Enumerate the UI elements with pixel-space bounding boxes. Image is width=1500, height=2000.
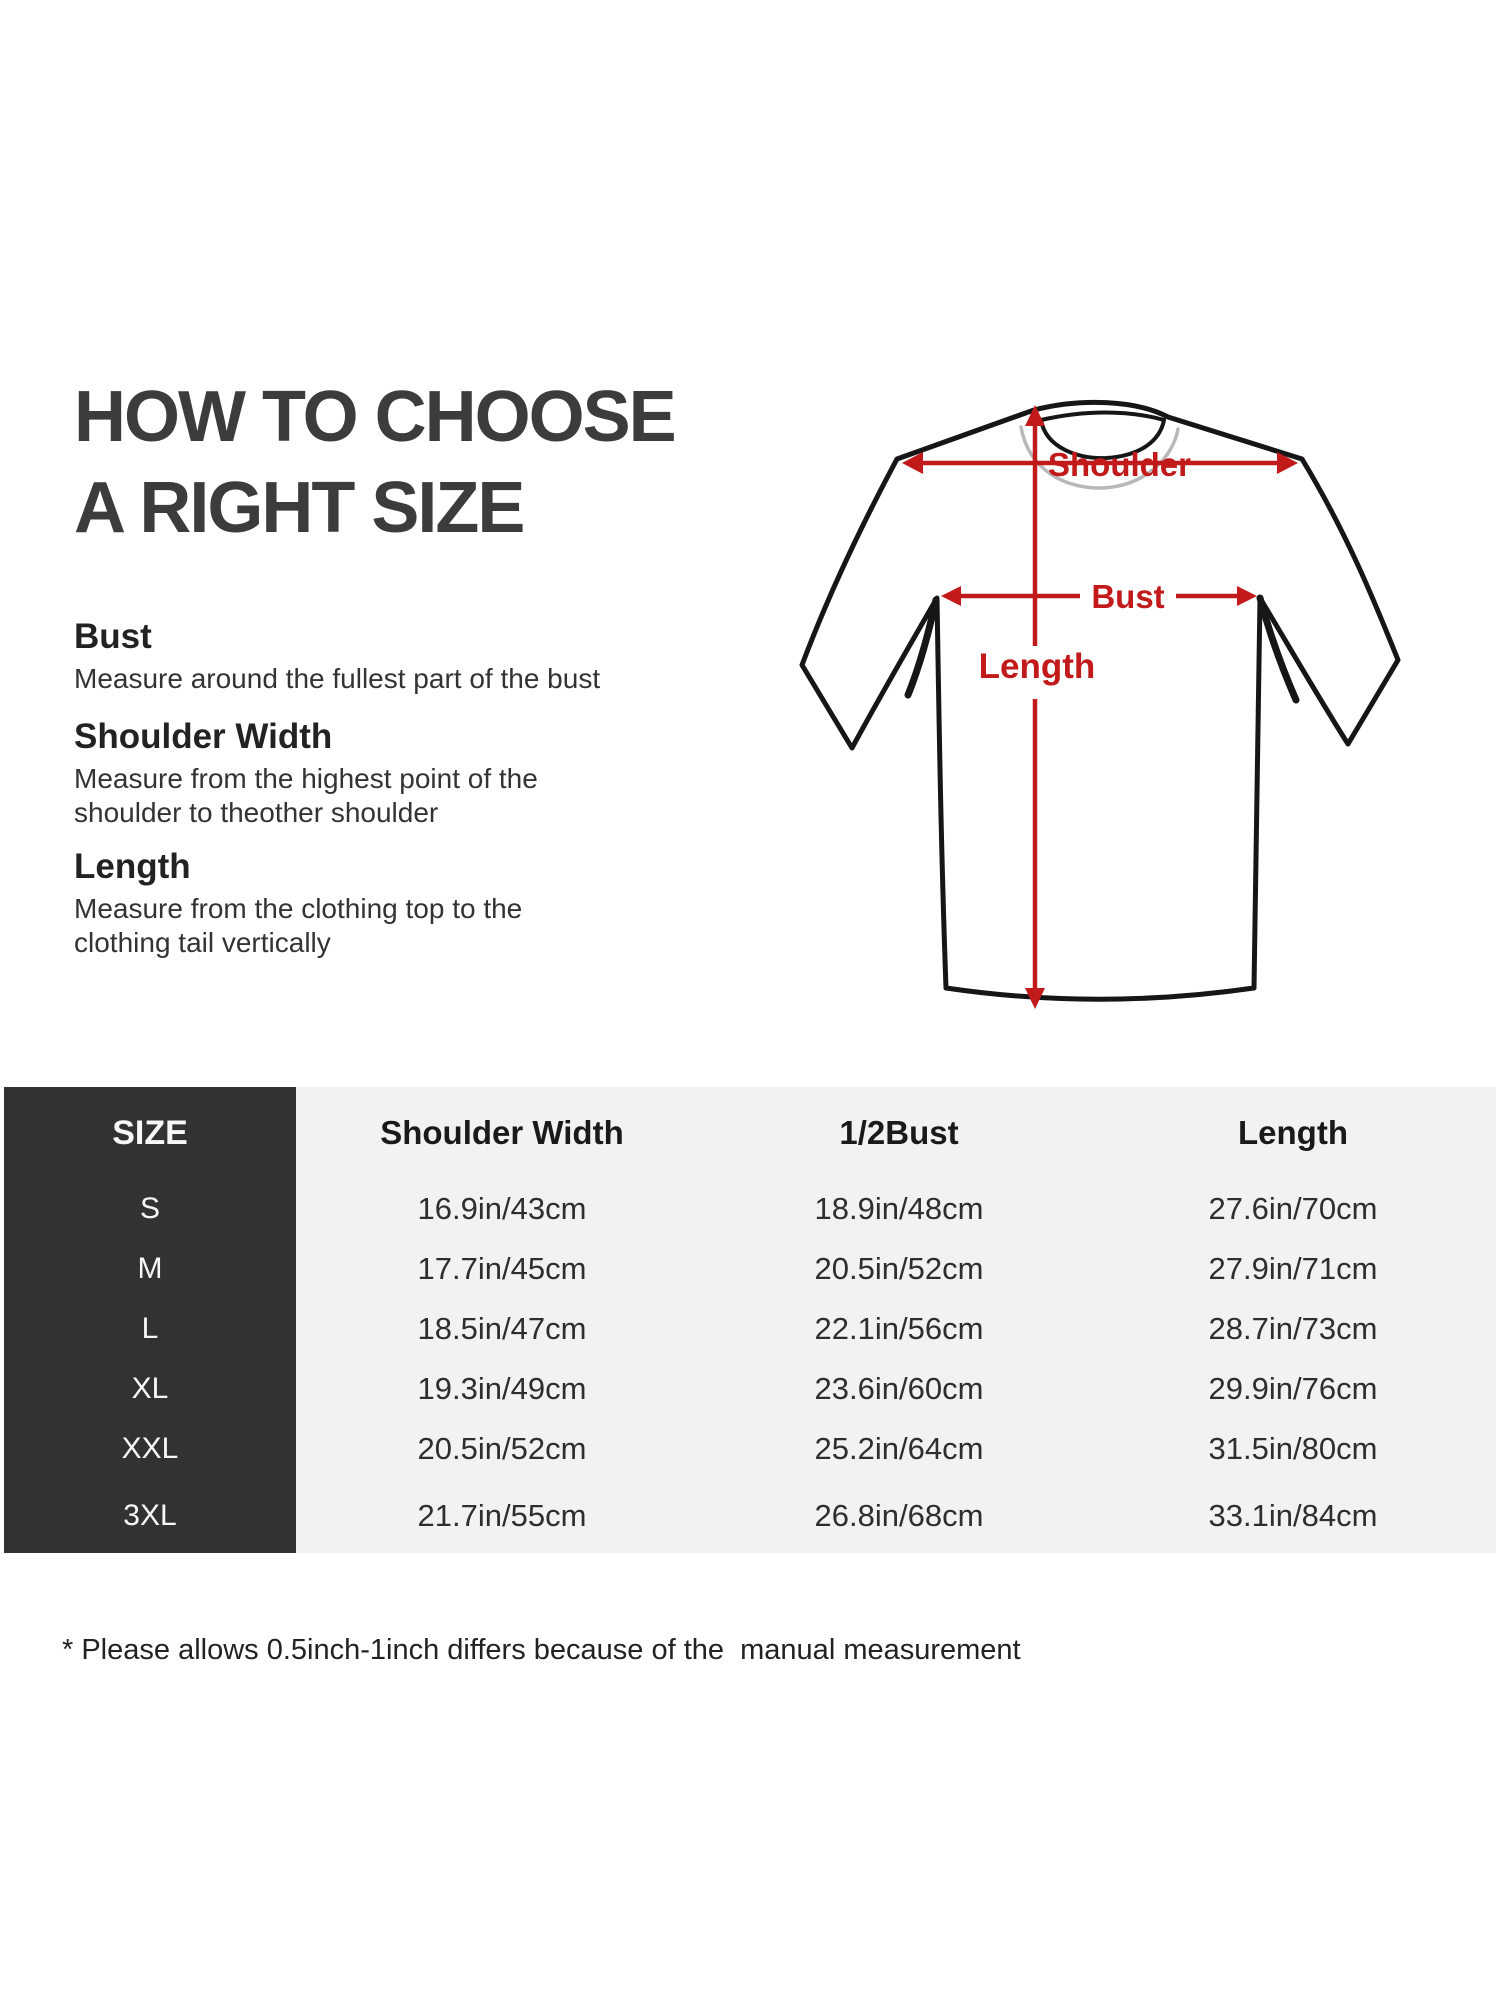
- row-xl-size: XL: [131, 1372, 169, 1405]
- instruction-bust-label: Bust: [74, 617, 152, 656]
- shoulder-arrow-label: Shoulder: [1048, 446, 1192, 483]
- column-header-size: SIZE: [112, 1113, 188, 1152]
- row-xl-half-bust: 23.6in/60cm: [814, 1371, 984, 1406]
- tshirt-diagram: [770, 380, 1430, 1030]
- row-3xl-size: 3XL: [123, 1499, 177, 1532]
- row-m-length: 27.9in/71cm: [1208, 1251, 1378, 1286]
- measurement-disclaimer: * Please allows 0.5inch-1inch differs because of the manual measurement: [62, 1634, 1021, 1666]
- row-s-half-bust: 18.9in/48cm: [814, 1191, 984, 1226]
- row-l-shoulder-width: 18.5in/47cm: [417, 1311, 587, 1346]
- row-xxl-half-bust: 25.2in/64cm: [814, 1431, 984, 1466]
- row-xl-shoulder-width: 19.3in/49cm: [417, 1371, 587, 1406]
- column-header-shoulder-width: Shoulder Width: [380, 1114, 624, 1151]
- row-m-half-bust: 20.5in/52cm: [814, 1251, 984, 1286]
- row-s-size: S: [139, 1192, 160, 1225]
- row-m-shoulder-width: 17.7in/45cm: [417, 1251, 587, 1286]
- page-title-line1: HOW TO CHOOSE: [74, 377, 675, 457]
- page-title: [74, 372, 675, 554]
- instruction-shoulder-text: Measure from the highest point of the shoulder to theother shoulder: [74, 763, 538, 828]
- row-xxl-length: 31.5in/80cm: [1208, 1431, 1378, 1466]
- tshirt-outline: [802, 402, 1398, 999]
- row-l-size: L: [141, 1312, 159, 1345]
- row-3xl-length: 33.1in/84cm: [1208, 1498, 1378, 1533]
- row-l-length: 28.7in/73cm: [1208, 1311, 1378, 1346]
- row-3xl-shoulder-width: 21.7in/55cm: [417, 1498, 587, 1533]
- row-3xl-half-bust: 26.8in/68cm: [814, 1498, 984, 1533]
- page-title-line2: A RIGHT SIZE: [74, 468, 524, 548]
- instruction-length-text: Measure from the clothing top to the clothing tail vertically: [74, 893, 523, 958]
- instruction-length-label: Length: [74, 847, 191, 886]
- size-table: [4, 1087, 1496, 1553]
- instruction-shoulder-label: Shoulder Width: [74, 717, 333, 756]
- row-s-shoulder-width: 16.9in/43cm: [417, 1191, 587, 1226]
- column-header-length: Length: [1238, 1114, 1348, 1151]
- instruction-bust-text: Measure around the fullest part of the bust: [74, 663, 601, 694]
- row-l-half-bust: 22.1in/56cm: [814, 1311, 984, 1346]
- row-xl-length: 29.9in/76cm: [1208, 1371, 1378, 1406]
- bust-arrow-label: Bust: [1091, 578, 1165, 615]
- row-xxl-shoulder-width: 20.5in/52cm: [417, 1431, 587, 1466]
- row-m-size: M: [137, 1252, 163, 1285]
- length-arrow-label: Length: [978, 647, 1096, 686]
- row-xxl-size: XXL: [121, 1432, 179, 1465]
- row-s-length: 27.6in/70cm: [1208, 1191, 1378, 1226]
- column-header-half-bust: 1/2Bust: [839, 1114, 959, 1151]
